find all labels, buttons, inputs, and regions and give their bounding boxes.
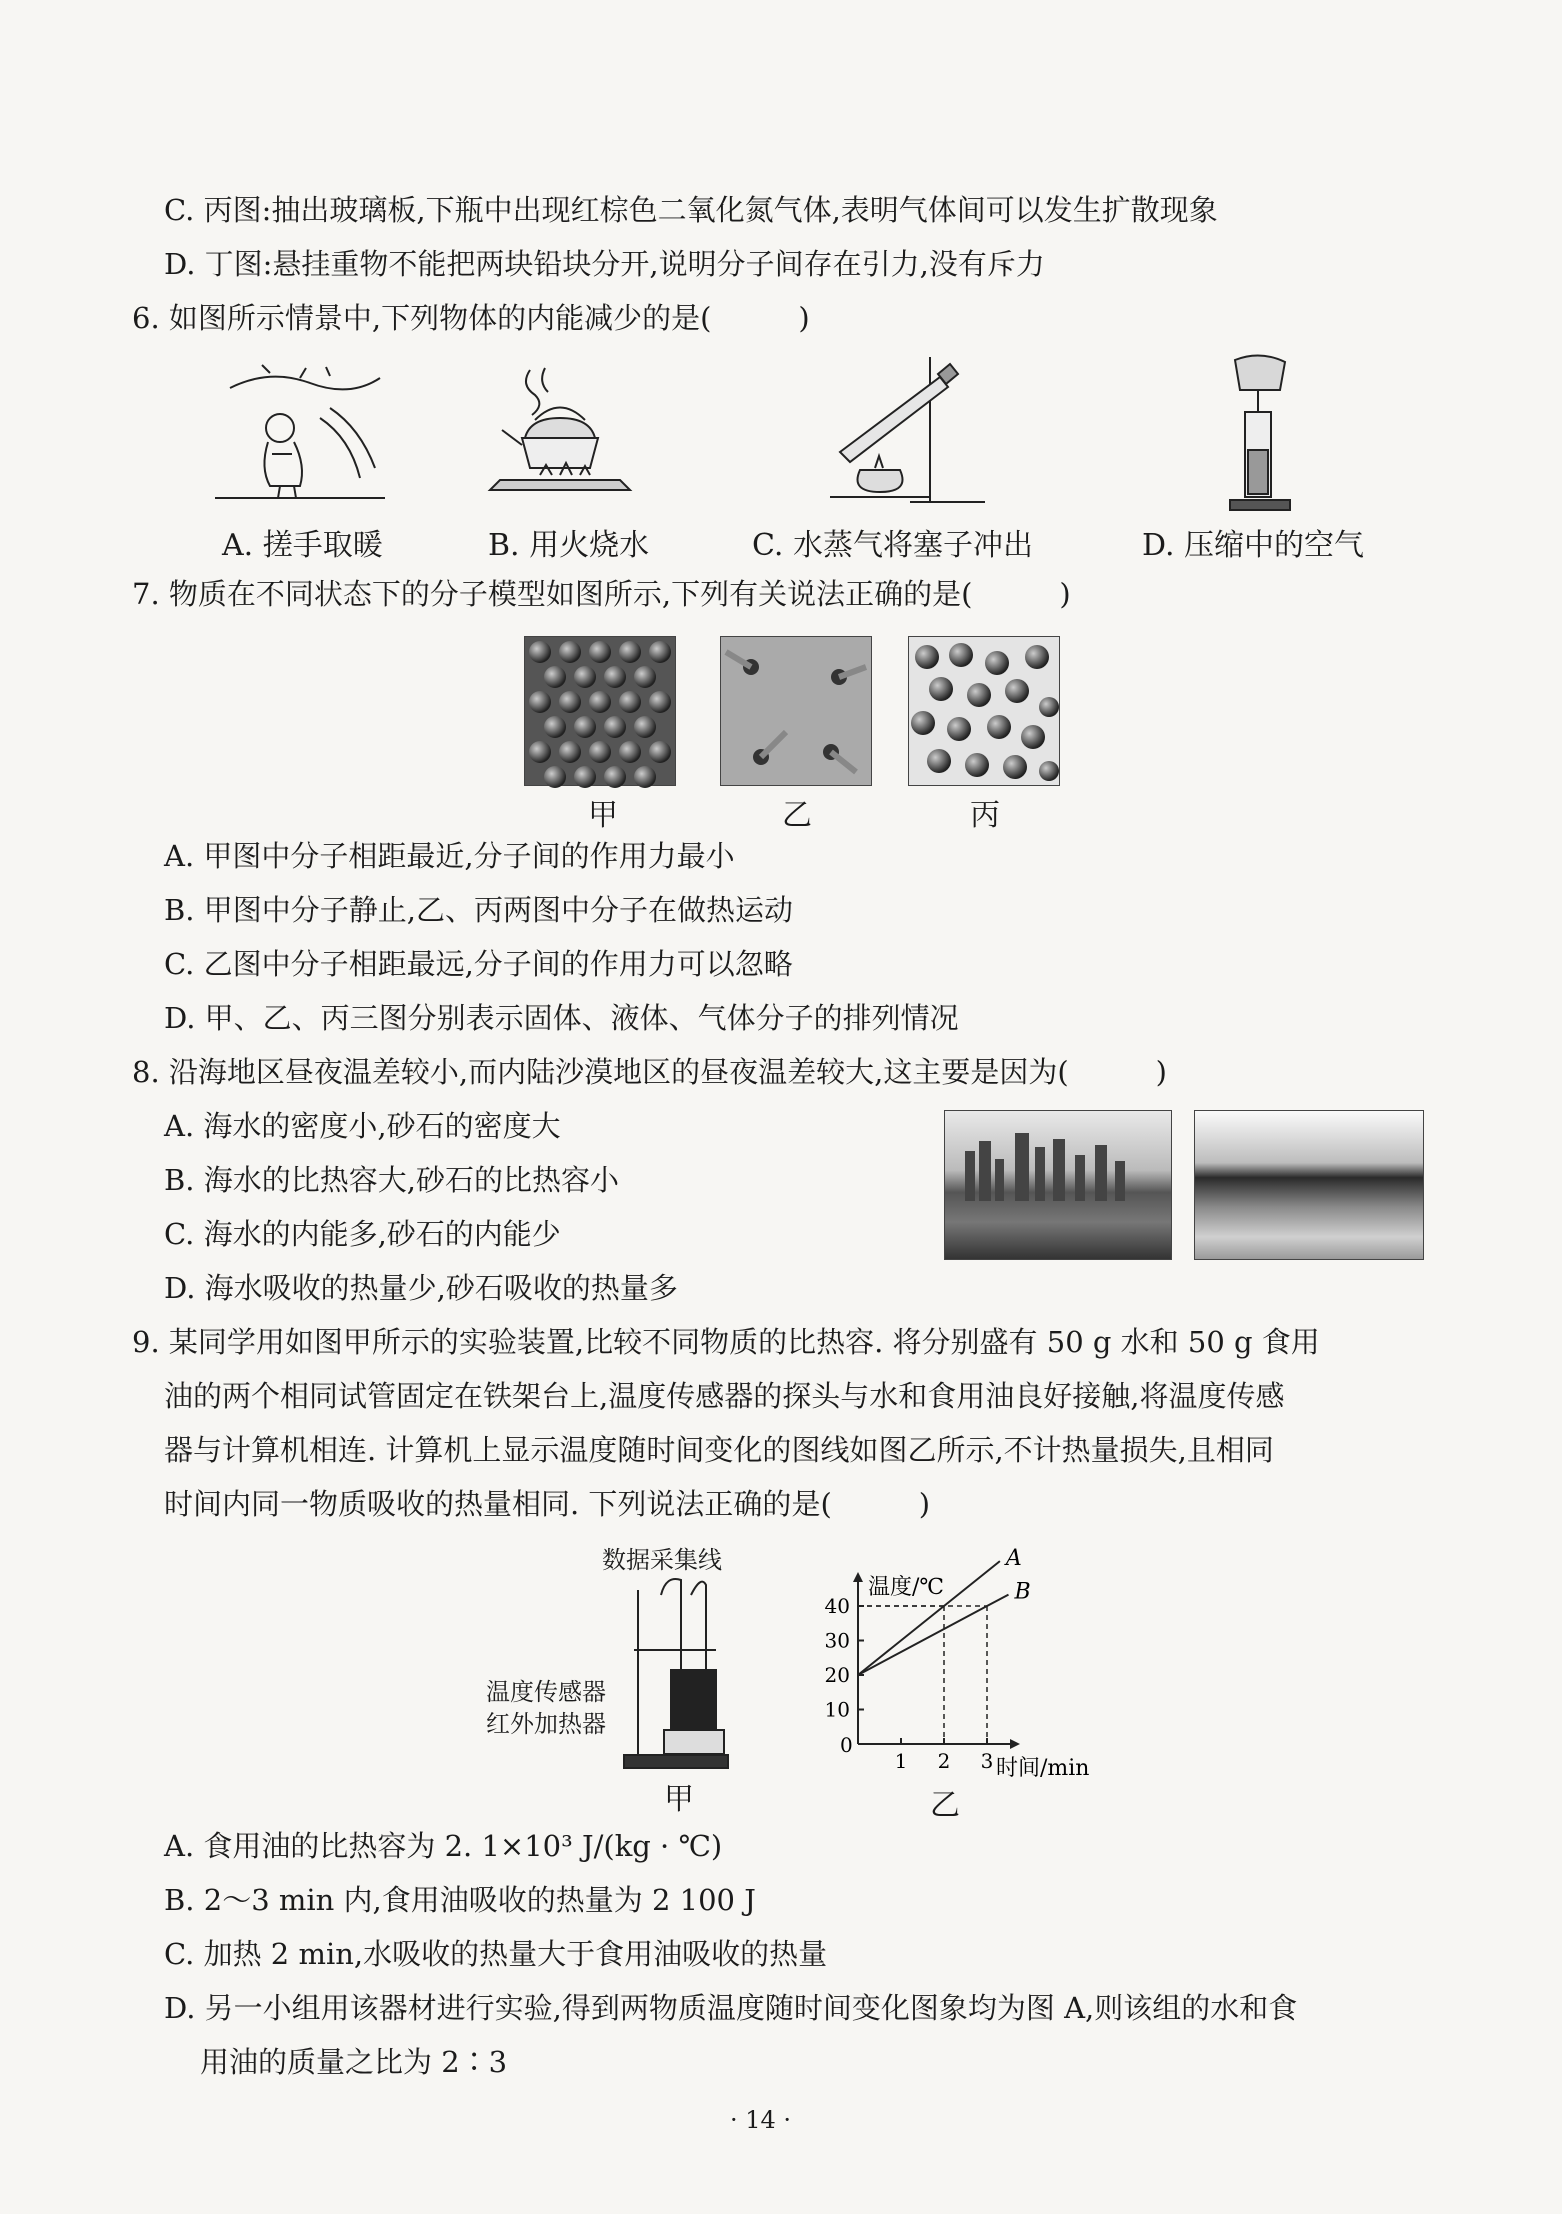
rubbing-hands-illustration	[210, 358, 390, 508]
q8-option-c: C. 海水的内能多,砂石的内能少	[164, 1217, 561, 1251]
q7-option-d: D. 甲、乙、丙三图分别表示固体、液体、气体分子的排列情况	[164, 1001, 959, 1035]
temperature-time-chart	[810, 1546, 1130, 1810]
chart-x-tick-label-1: 1	[894, 1749, 908, 1773]
chart-y-arrow	[853, 1572, 863, 1582]
chart-y-tick-label-30: 30	[824, 1628, 850, 1653]
chart-x-arrow	[1010, 1739, 1020, 1749]
q5-option-d: D. 丁图:悬挂重物不能把两块铅块分开,说明分子间存在引力,没有斥力	[164, 247, 1045, 281]
gas-molecule-model	[720, 636, 872, 786]
chart-origin-label: 0	[840, 1733, 853, 1757]
chart-x-tick-label-3: 3	[980, 1749, 994, 1773]
apparatus-fig-label: 甲	[664, 1782, 694, 1817]
q7-label-liquid: 丙	[970, 798, 1000, 833]
chart-series-label-B: B	[1014, 1579, 1031, 1605]
test-tube-stopper-illustration	[820, 352, 1000, 517]
q8-stem: 8. 沿海地区昼夜温差较小,而内陆沙漠地区的昼夜温差较大,这主要是因为( )	[132, 1055, 1167, 1089]
chart-y-tick-label-40: 40	[824, 1594, 850, 1618]
liquid-molecule-model	[908, 636, 1060, 786]
q7-option-a: A. 甲图中分子相距最近,分子间的作用力最小	[164, 839, 735, 873]
q9-option-b: B. 2～3 min 内,食用油吸收的热量为 2 100 J	[164, 1883, 756, 1917]
q6-caption-d: D. 压缩中的空气	[1142, 528, 1365, 563]
kettle-on-flame-illustration	[490, 360, 630, 510]
q6-stem: 6. 如图所示情景中,下列物体的内能减少的是( )	[132, 301, 810, 335]
q8-option-b: B. 海水的比热容大,砂石的比热容小	[164, 1163, 619, 1197]
q6-caption-c: C. 水蒸气将塞子冲出	[752, 528, 1033, 563]
q6-caption-b: B. 用火烧水	[488, 528, 650, 563]
heater-label: 红外加热器	[486, 1710, 606, 1738]
q9-option-a: A. 食用油的比热容为 2. 1×10³ J/(kg · ℃)	[164, 1829, 723, 1863]
q9-option-d-continued: 用油的质量之比为 2∶3	[200, 2045, 508, 2079]
chart-y-tick-label-10: 10	[824, 1697, 850, 1722]
q9-stem-line-4: 时间内同一物质吸收的热量相同. 下列说法正确的是( )	[164, 1487, 931, 1521]
heating-apparatus-illustration	[616, 1570, 736, 1770]
air-compression-syringe-illustration	[1200, 350, 1320, 520]
q9-stem-line-2: 油的两个相同试管固定在铁架台上,温度传感器的探头与水和食用油良好接触,将温度传感	[164, 1379, 1285, 1413]
q8-option-a: A. 海水的密度小,砂石的密度大	[164, 1109, 561, 1143]
chart-y-tick-label-20: 20	[824, 1663, 850, 1687]
chart-x-label: 时间/min	[996, 1756, 1090, 1781]
q7-label-gas: 乙	[782, 798, 812, 833]
q6-caption-a: A. 搓手取暖	[222, 528, 383, 563]
q7-option-b: B. 甲图中分子静止,乙、丙两图中分子在做热运动	[164, 893, 793, 927]
q9-option-c: C. 加热 2 min,水吸收的热量大于食用油吸收的热量	[164, 1937, 828, 1971]
q9-stem-line-3: 器与计算机相连. 计算机上显示温度随时间变化的图线如图乙所示,不计热量损失,且相同	[164, 1433, 1274, 1467]
chart-series-label-A: A	[1005, 1546, 1022, 1572]
chart-fig-label: 乙	[930, 1788, 960, 1823]
q7-label-solid: 甲	[588, 798, 618, 833]
cable-label: 数据采集线	[602, 1546, 722, 1574]
desert-dunes-photo	[1194, 1110, 1424, 1260]
sensor-label: 温度传感器	[486, 1678, 606, 1706]
solid-molecule-model	[524, 636, 676, 786]
q9-stem-line-1: 9. 某同学用如图甲所示的实验装置,比较不同物质的比热容. 将分别盛有 50 g 水和 50 g 食用	[132, 1325, 1320, 1359]
q5-option-c: C. 丙图:抽出玻璃板,下瓶中出现红棕色二氧化氮气体,表明气体间可以发生扩散现象	[164, 193, 1218, 227]
coastal-city-photo	[944, 1110, 1172, 1260]
page-number: · 14 ·	[730, 2106, 792, 2134]
q7-option-c: C. 乙图中分子相距最远,分子间的作用力可以忽略	[164, 947, 793, 981]
chart-x-tick-label-2: 2	[937, 1749, 951, 1773]
chart-y-label: 温度/℃	[868, 1575, 945, 1600]
q8-option-d: D. 海水吸收的热量少,砂石吸收的热量多	[164, 1271, 678, 1305]
q9-option-d: D. 另一小组用该器材进行实验,得到两物质温度随时间变化图象均为图 A,则该组的水和食	[164, 1991, 1298, 2025]
q7-stem: 7. 物质在不同状态下的分子模型如图所示,下列有关说法正确的是( )	[132, 577, 1071, 611]
